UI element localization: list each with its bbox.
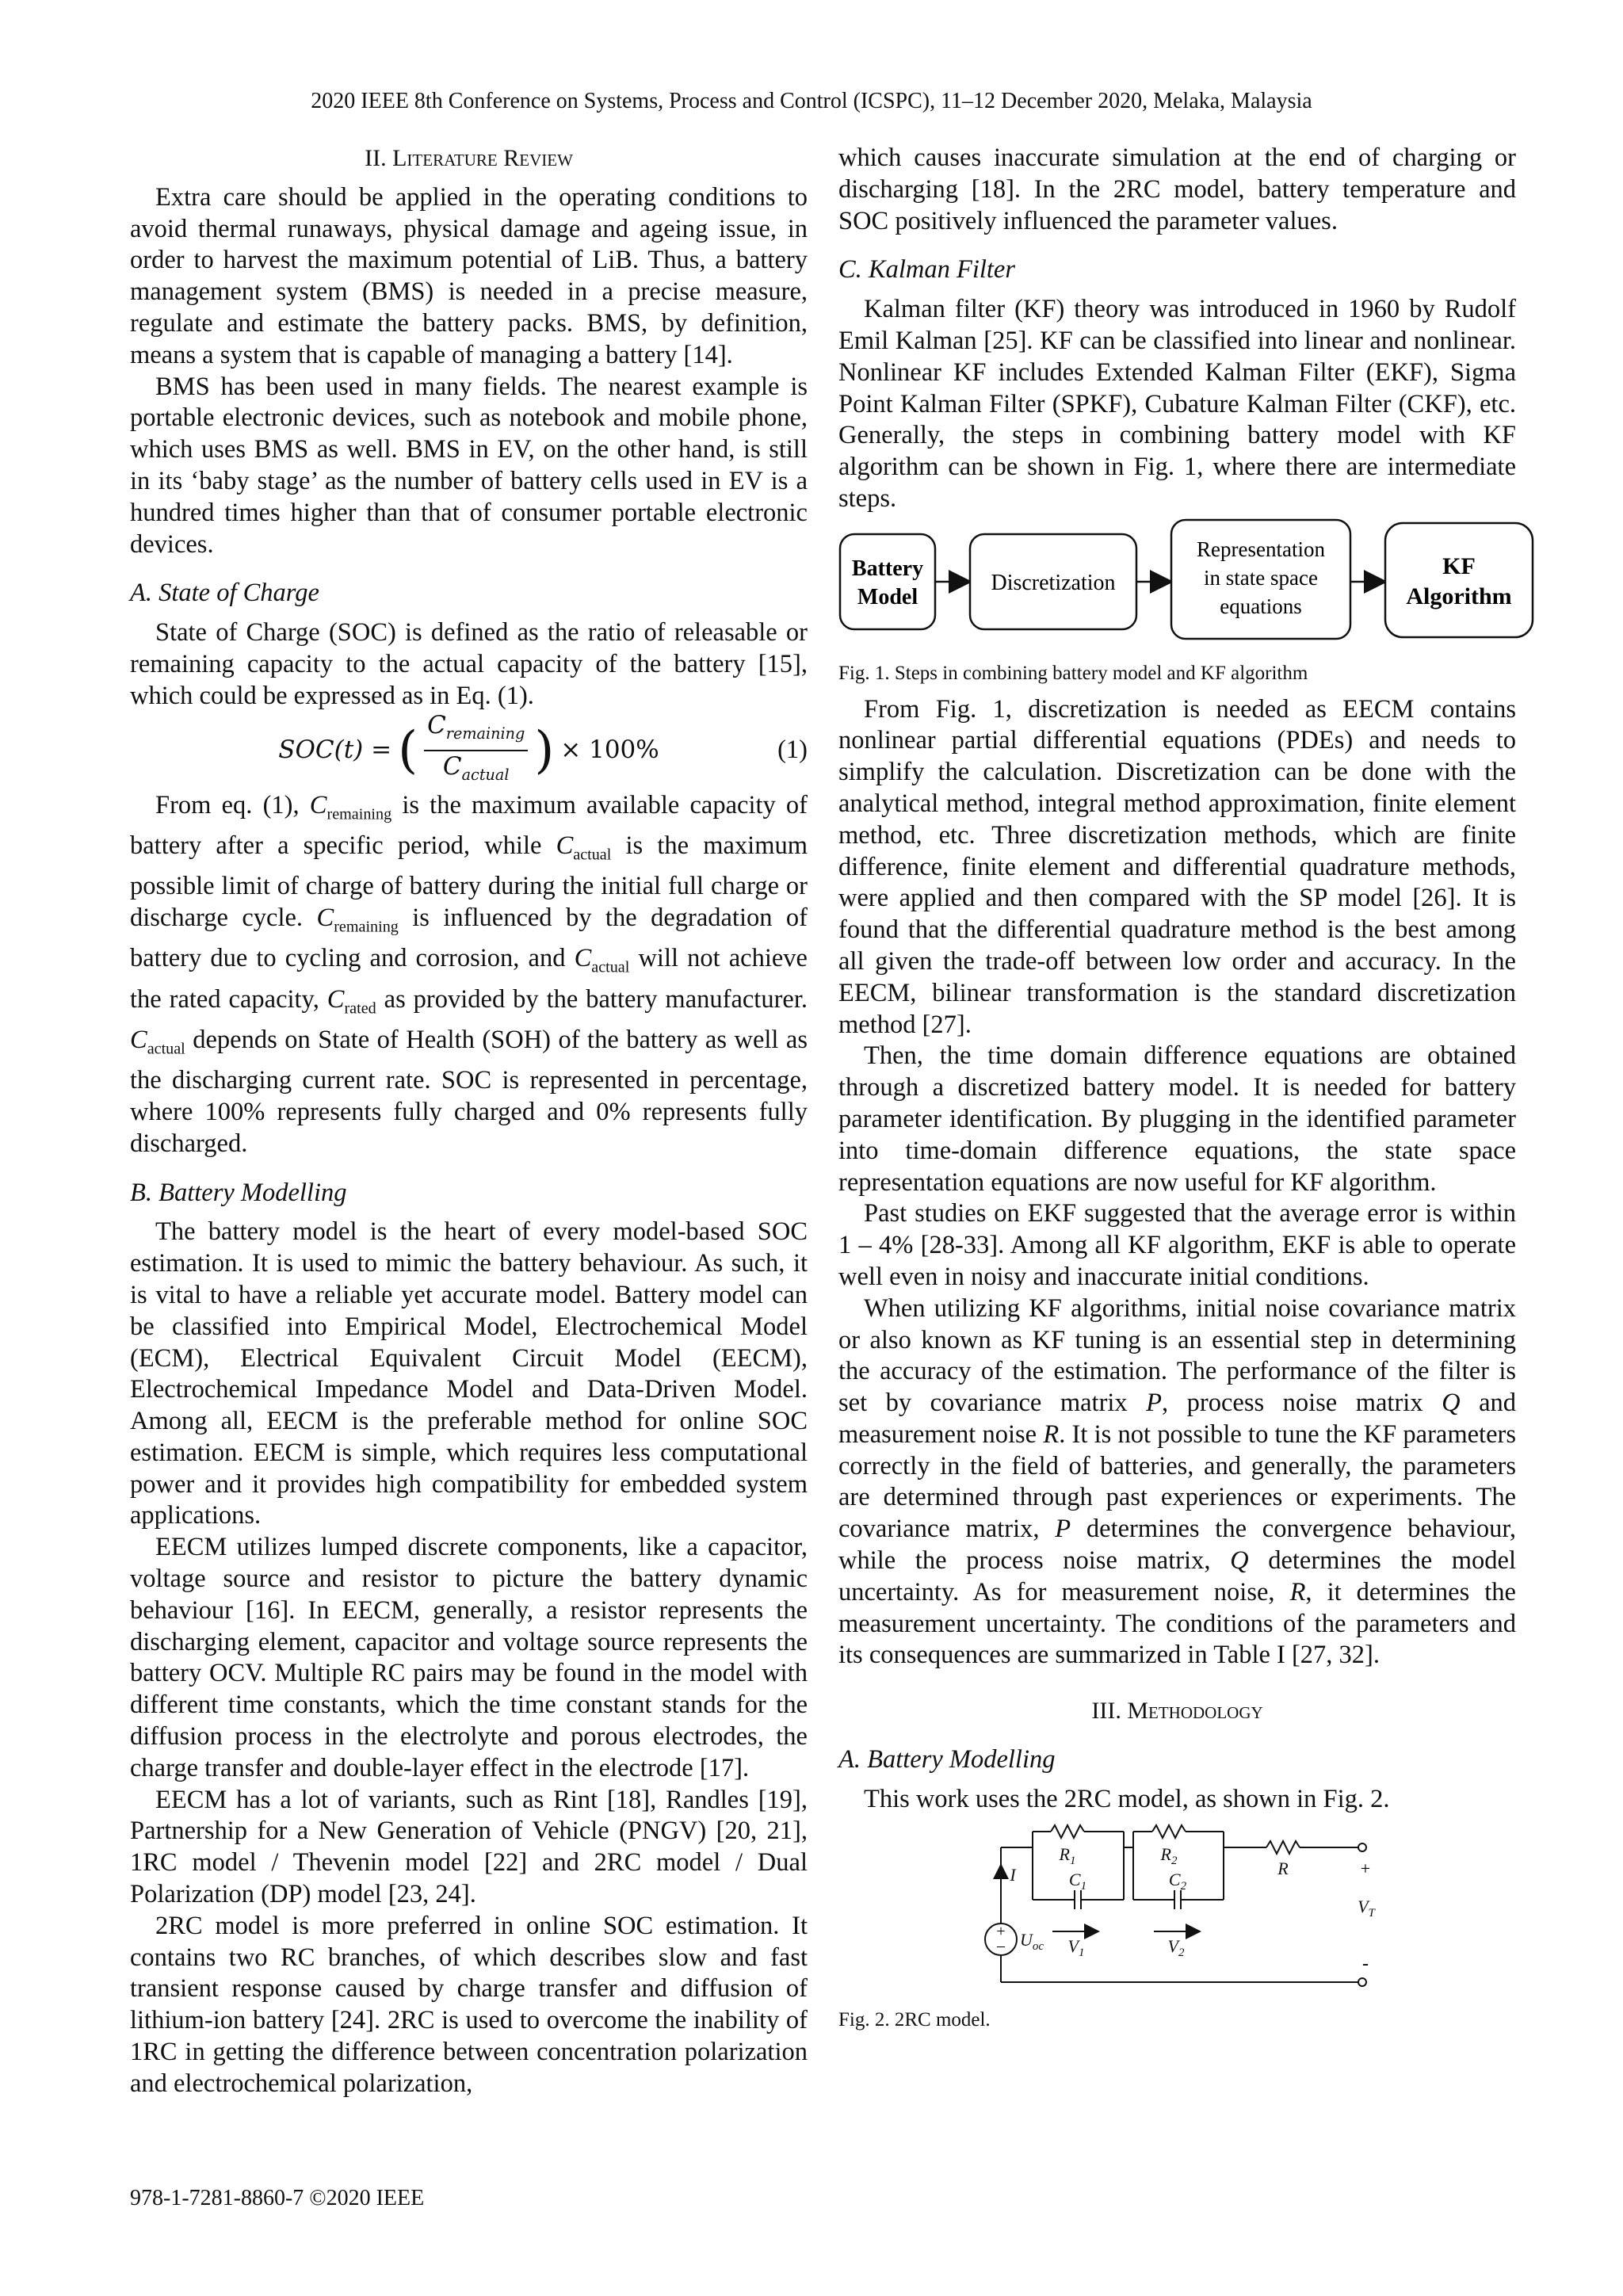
equation-rhs: × 100% xyxy=(560,735,659,764)
label-r: R xyxy=(1277,1858,1289,1878)
subsection-heading-kalman-filter: C. Kalman Filter xyxy=(838,255,1015,285)
label-r1: $R_1$ xyxy=(1059,1843,1076,1867)
left-column xyxy=(130,143,808,2100)
svg-text:Battery: Battery xyxy=(851,556,924,581)
figure-2-caption: Fig. 2. 2RC model. xyxy=(838,2008,991,2030)
paragraph: which causes inaccurate simulation at the end of charging or discharging [18]. In the 2RC model, battery temperature and SOC positively influenced the parameter values. xyxy=(838,143,1516,235)
svg-text:Discretization: Discretization xyxy=(991,570,1116,595)
subsection-heading-battery-modelling: B. Battery Modelling xyxy=(130,1178,347,1207)
svg-text:KF: KF xyxy=(1442,552,1476,579)
page-header: 2020 IEEE 8th Conference on Systems, Process and Control (ICSPC), 11–12 December 2020, Melaka, Malaysia xyxy=(311,89,1312,113)
terminal-negative xyxy=(1358,1978,1366,1986)
section-heading-methodology xyxy=(838,1695,1516,1727)
svg-text:–: – xyxy=(997,1936,1005,1954)
paragraph: Extra care should be applied in the operating conditions to avoid thermal runaways, physical damage and ageing issue, in order to harvest the maximum potential of LiB. Thus, a battery management system (BMS) is needed in a precise measure, regulate and estimate the battery packs. BMS, by definition, means a system that is capable of managing a battery [14]. xyxy=(130,182,808,369)
equation-numerator: $C_{remaining}$ xyxy=(424,710,528,751)
paragraph-capacity: From eq. (1), $C_{remaining}$ is the maximum available capacity of battery after a specific period, while $C_{actual}$ is the maximum possible limit of charge of battery during the initial full charge or discharge cycle. $C_{remaining}$ is influenced by the degradation of battery due to cycling and corrosion, and $C_{actual}$ will not achieve the rated capacity, $C_{rated}$ as provided by the battery manufacturer. $C_{actual}$ depends on State of Health (SOH) of the battery as well as the discharging current rate. SOC is represented in percentage, where 100% represents fully charged and 0% represents fully discharged. xyxy=(130,790,808,1158)
svg-text:Model: Model xyxy=(857,584,918,609)
flow-box-kf-algorithm xyxy=(1385,523,1533,637)
label-r2: $R_2$ xyxy=(1160,1843,1178,1867)
paragraph: EECM utilizes lumped discrete components, like a capacitor, voltage source and resistor to picture the battery dynamic behaviour [16]. In EECM, generally, a resistor represents the discharging element, capacitor and voltage source represents the battery OCV. Multiple RC pairs may be found in the model with different time constants, which the time constant stands for the diffusion process in the electrolyte and porous electrodes, the charge transfer and double-layer effect in the electrode [17]. xyxy=(130,1533,808,1782)
equation-lhs: SOC(t) = xyxy=(278,735,392,764)
label-c2: $C_2$ xyxy=(1168,1869,1187,1893)
section-title: Methodology xyxy=(1127,1698,1263,1725)
label-vt: $V_T$ xyxy=(1358,1896,1375,1920)
label-uoc: $U_{oc}$ xyxy=(1019,1929,1044,1953)
subsection-heading-soc: A. State of Charge xyxy=(130,579,319,608)
figure-1-flowchart xyxy=(838,518,1516,653)
label-c1: $C_1$ xyxy=(1068,1869,1087,1893)
paragraph: Then, the time domain difference equations are obtained through a discretized battery model. It is needed for battery parameter identification. By plugging in the identified parameter into time-domain difference equations, the state space representation equations are now useful for KF algorithm. xyxy=(838,1041,1516,1197)
subsection-heading-battery-modelling-2: A. Battery Modelling xyxy=(838,1745,1056,1775)
paragraph: The battery model is the heart of every model-based SOC estimation. It is used to mimic the battery behaviour. As such, it is vital to have a reliable yet accurate model. Battery model can be classified into Empirical Model, Electrochemical Model (ECM), Electrical Equivalent Circuit Model (EECM), Electrochemical Impedance Model and Data-Driven Model. Among all, EECM is the preferable method for online SOC estimation. EECM is simple, which requires less computational power and it provides high compatibility for embedded system applications. xyxy=(130,1217,808,1530)
page-footer: 978-1-7281-8860-7 ©2020 IEEE xyxy=(130,2186,425,2210)
svg-text:+: + xyxy=(996,1922,1006,1940)
paragraph: Past studies on EKF suggested that the average error is within 1 – 4% [28-33]. Among all KF algorithm, EKF is able to operate well even in noisy and inaccurate initial conditions. xyxy=(838,1199,1516,1291)
circuit-svg xyxy=(838,1824,1516,2000)
figure-1-caption: Fig. 1. Steps in combining battery model and KF algorithm xyxy=(838,662,1308,684)
equation-1: SOC(t) = ( $\frac{C_{remaining}}{C_{actual}}$ ) × 100% (1) xyxy=(130,716,808,785)
terminal-positive xyxy=(1358,1843,1366,1851)
equation-denominator: $C_{actual}$ xyxy=(442,751,510,784)
label-v2: $V_2$ xyxy=(1167,1935,1185,1959)
paragraph: From Fig. 1, discretization is needed as EECM contains nonlinear partial differential equations (PDEs) and needs to simplify the calculation. Discretization can be done with the analytical method, integral method approximation, finite element method, etc. Three discretization methods, which are finite difference, finite element and differential quadrature methods, were applied and then compared with the SP model [26]. It is found that the differential quadrature method is the best among all given the trade-off between low order and accuracy. In the EECM, bilinear transformation is the standard discretization method [27]. xyxy=(838,694,1516,1039)
paragraph: This work uses the 2RC model, as shown in Fig. 2. xyxy=(864,1784,1390,1813)
paragraph: Kalman filter (KF) theory was introduced in 1960 by Rudolf Emil Kalman [25]. KF can be classified into linear and nonlinear. Nonlinear KF includes Extended Kalman Filter (EKF), Sigma Point Kalman Filter (SPKF), Cubature Kalman Filter (CKF), etc. Generally, the steps in combining battery model with KF algorithm can be shown in Fig. 1, where there are intermediate steps. xyxy=(838,295,1516,513)
flowchart-svg xyxy=(838,518,1536,653)
paragraph: EECM has a lot of variants, such as Rint [18], Randles [19], Partnership for a New Generation of Vehicle (PNGV) [20, 21], 1RC model / Thevenin model [22] and 2RC model / Dual Polarization (DP) model [23, 24]. xyxy=(130,1785,808,1909)
paragraph-kf-tuning: When utilizing KF algorithms, initial noise covariance matrix or also known as KF tuning is an essential step in determining the accuracy of the estimation. The performance of the filter is set by covariance matrix P, process noise matrix Q and measurement noise R. It is not possible to tune the KF parameters correctly in the field of batteries, and generally, the parameters are determined through past experiences or experiments. The covariance matrix, P determines the convergence behaviour, while the process noise matrix, Q determines the model uncertainty. As for measurement noise, R, it determines the measurement uncertainty. The conditions of the parameters and its consequences are summarized in Table I [27, 32]. xyxy=(838,1293,1516,1670)
label-minus: - xyxy=(1362,1953,1369,1974)
paragraph: State of Charge (SOC) is defined as the ratio of releasable or remaining capacity to the actual capacity of the battery [15], which could be expressed as in Eq. (1). xyxy=(130,618,808,710)
svg-text:equations: equations xyxy=(1220,594,1302,618)
section-number: II. xyxy=(365,145,387,171)
paragraph: 2RC model is more preferred in online SOC estimation. It contains two RC branches, of which describes slow and fast transient response caused by charge transfer and diffusion of lithium-ion battery [24]. 2RC is used to overcome the inability of 1RC in getting the difference between concentration polarization and electrochemical polarization, xyxy=(130,1911,808,2098)
svg-text:Algorithm: Algorithm xyxy=(1406,583,1512,609)
svg-text:in state space: in state space xyxy=(1204,565,1318,590)
paragraph: BMS has been used in many fields. The nearest example is portable electronic devices, such as notebook and mobile phone, which uses BMS as well. BMS in EV, on the other hand, is still in its ‘baby stage’ as the number of battery cells used in EV is a hundred times higher than that of consumer portable electronic devices. xyxy=(130,372,808,559)
section-number: III. xyxy=(1091,1698,1121,1725)
section-heading-literature-review xyxy=(130,143,808,174)
equation-number: (1) xyxy=(777,735,808,764)
label-i: I xyxy=(1010,1864,1016,1885)
figure-2-circuit xyxy=(838,1824,1516,2000)
svg-text:Representation: Representation xyxy=(1197,537,1325,561)
equation-fraction xyxy=(424,710,528,791)
label-v1: $V_1$ xyxy=(1067,1935,1085,1959)
label-plus: + xyxy=(1360,1858,1371,1878)
section-title: Literature Review xyxy=(392,145,573,171)
flow-box-battery-model xyxy=(840,534,935,629)
right-column xyxy=(838,143,1516,2040)
